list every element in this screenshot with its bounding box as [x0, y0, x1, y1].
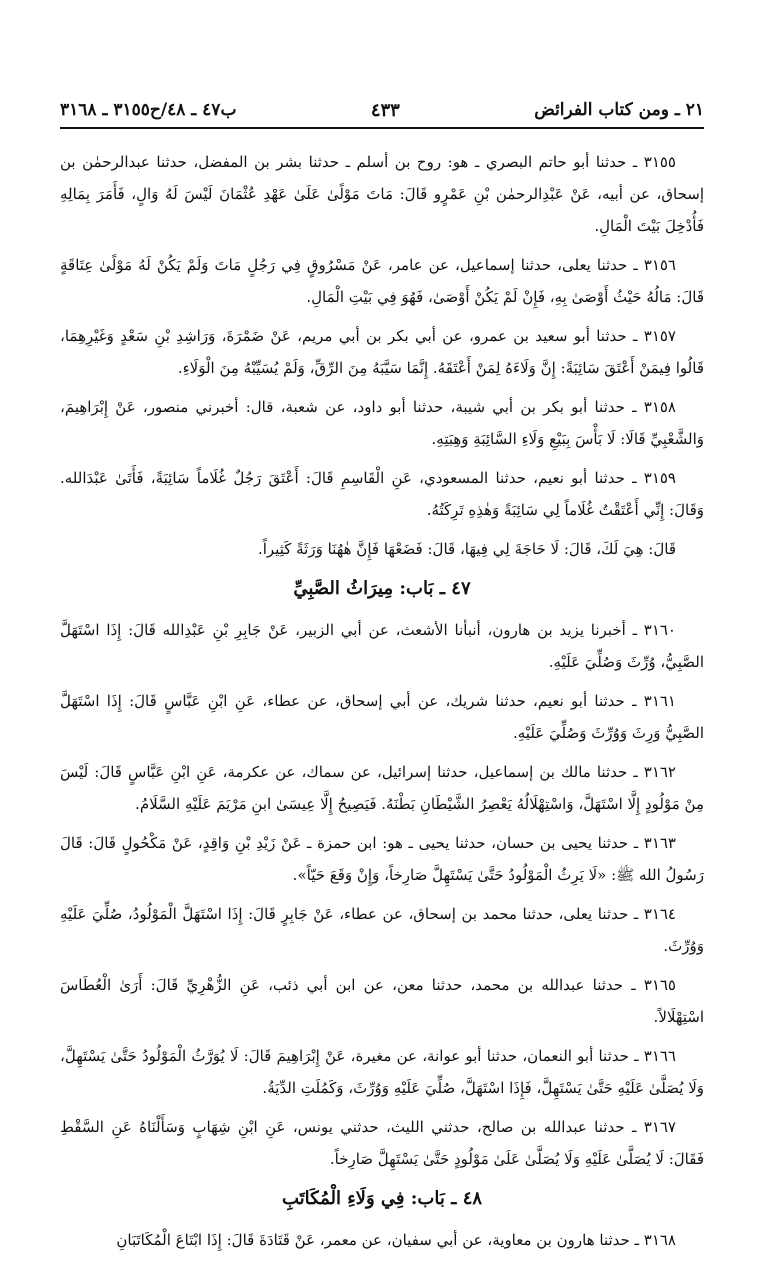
hadith-3162: ٣١٦٢ ـ حدثنا مالك بن إسماعيل، حدثنا إسرائيل، عن سماك، عن عكرمة، عَنِ ابْنِ عَبَّاسٍ قَالَ: لَيْسَ مِنْ مَوْلُودٍ إِلَّا اسْتَهَلَّ، وَاسْتِهْلَالُهُ يَعْصِرُ الشَّيْطَانِ بَطْنَهُ. فَيَصِيحُ إِلَّا عِيسَىٰ ابنِ مَرْيَمَ عَلَيْهِ السَّلَامُ. [60, 763, 704, 813]
chapter-heading-48: ٤٨ ـ بَاب: فِي وَلَاءِ الْمُكَاتَبِ [281, 1188, 483, 1209]
page-header [60, 96, 704, 124]
hadith-3159-continuation: قَالَ: هِيَ لَكَ، قَالَ: لَا حَاجَةَ لِي فِيهَا، قَالَ: فَضَعْهَا فَإِنَّ هٰهُنَا وَرَثَةً كَثِيراً. [257, 540, 676, 558]
hadith-3159: ٣١٥٩ ـ حدثنا أبو نعيم، حدثنا المسعودي، عَنِ الْقَاسِمِ قَالَ: أَعْتَقَ رَجُلٌ غُلَاماً سَائِبَةً، فَأَتَىٰ عَبْدَالله. وَقَالَ: إِنِّي أَعْتَقْتُ غُلَاماً لِي سَائِبَةً وَهٰذِهِ تَرِكَتُهُ. [60, 469, 704, 519]
hadith-3161: ٣١٦١ ـ حدثنا أبو نعيم، حدثنا شريك، عن أبي إسحاق، عن عطاء، عَنِ ابْنِ عَبَّاسٍ قَالَ: إِذَا اسْتَهَلَّ الصَّبِيُّ وَرِثَ وَوُرِّثَ وَصُلِّيَ عَلَيْهِ. [60, 692, 704, 742]
header-title: ٢١ ـ ومن كتاب الفرائض [534, 100, 704, 120]
page-number: ٤٣٣ [370, 99, 400, 121]
hadith-3165: ٣١٦٥ ـ حدثنا عبدالله بن محمد، حدثنا معن، عن ابن أبي ذئب، عَنِ الزُّهْرِيِّ قَالَ: أَرَىٰ الْعُطَاسَ اسْتِهْلَالاً. [60, 976, 704, 1026]
header-reference: ب٤٧ ـ ٤٨/ح٣١٥٥ ـ ٣١٦٨ [60, 100, 237, 120]
hadith-3168: ٣١٦٨ ـ حدثنا هارون بن معاوية، عن أبي سفيان، عن معمر، عَنْ قَتَادَةَ قَالَ: إِذَا ابْتَاعَ الْمُكَاتَبَانِ [116, 1231, 676, 1249]
page-body [60, 146, 704, 1263]
hadith-3158: ٣١٥٨ ـ حدثنا أبو بكر بن أبي شيبة، حدثنا أبو داود، عن شعبة، قال: أخبرني منصور، عَنْ إِبْرَاهِيمَ، وَالشَّعْبِيِّ قَالَا: لَا بَأْسَ بِبَيْعِ وَلَاءِ السَّائِبَةِ وَهِبَتِهِ. [60, 398, 704, 448]
hadith-3166: ٣١٦٦ ـ حدثنا أبو النعمان، حدثنا أبو عوانة، عن مغيرة، عَنْ إِبْرَاهِيمَ قَالَ: لَا يُوَرَّثُ الْمَوْلُودُ حَتَّىٰ يَسْتَهِلَّ، وَلَا يُصَلَّىٰ عَلَيْهِ حَتَّىٰ يَسْتَهِلَّ، فَإِذَا اسْتَهَلَّ، صُلِّيَ عَلَيْهِ وَوُرِّثَ، وَكَمُلَتِ الدِّيَةُ. [60, 1047, 704, 1097]
hadith-3164: ٣١٦٤ ـ حدثنا يعلى، حدثنا محمد بن إسحاق، عن عطاء، عَنْ جَابِرٍ قَالَ: إِذَا اسْتَهَلَّ الْمَوْلُودُ، صُلِّيَ عَلَيْهِ وَوُرِّثَ. [60, 905, 704, 955]
hadith-3163: ٣١٦٣ ـ حدثنا يحيى بن حسان، حدثنا يحيى ـ هو: ابن حمزة ـ عَنْ زَيْدِ بْنِ وَاقِدٍ، عَنْ مَكْحُولٍ قَالَ: قَالَ رَسُولُ الله ﷺ: «لَا يَرِثُ الْمَوْلُودُ حَتَّىٰ يَسْتَهِلَّ صَارِخاً، وَإِنْ وَقَعَ حَيّاً». [60, 834, 704, 884]
hadith-3160: ٣١٦٠ ـ أخبرنا يزيد بن هارون، أنبأنا الأشعث، عن أبي الزبير، عَنْ جَابِرِ بْنِ عَبْدِالله قَالَ: إِذَا اسْتَهَلَّ الصَّبِيُّ، وُرِّثَ وَصُلِّيَ عَلَيْهِ. [60, 621, 704, 671]
hadith-3155: ٣١٥٥ ـ حدثنا أبو حاتم البصري ـ هو: روح بن أسلم ـ حدثنا بشر بن المفضل، حدثنا عبدالرحمٰن بن إسحاق، عن أبيه، عَنْ عَبْدِالرحمٰن بْنِ عَمْرٍو قَالَ: مَاتَ مَوْلًىٰ عَلَىٰ عَهْدِ عُثْمَانَ لَيْسَ لَهُ وَالٍ، فَأَمَرَ بِمَالِهِ فَأُدْخِلَ بَيْتَ الْمَالِ. [60, 153, 704, 235]
hadith-3167: ٣١٦٧ ـ حدثنا عبدالله بن صالح، حدثني الليث، حدثني يونس، عَنِ ابْنِ شِهَابٍ وَسَأَلْنَاهُ عَنِ السَّقْطِ فَقَالَ: لَا يُصَلَّىٰ عَلَيْهِ وَلَا يُصَلَّىٰ عَلَىٰ مَوْلُودٍ حَتَّىٰ يَسْتَهِلَّ صَارِخاً. [60, 1118, 704, 1168]
hadith-3157: ٣١٥٧ ـ حدثنا أبو سعيد بن عمرو، عن أبي بكر بن أبي مريم، عَنْ ضَمْرَةَ، وَرَاشِدِ بْنِ سَعْدٍ وَغَيْرِهِمَا، قَالُوا فِيمَنْ أَعْتَقَ سَائِبَةً: إِنَّ وَلَاءَهُ لِمَنْ أَعْتَقَهُ. إِنَّمَا سَيَّبَهُ مِنَ الرِّقِّ، وَلَمْ يُسَيِّبْهُ مِنَ الْوَلَاءِ. [60, 327, 704, 377]
hadith-3156: ٣١٥٦ ـ حدثنا يعلى، حدثنا إسماعيل، عن عامر، عَنْ مَسْرُوقٍ فِي رَجُلٍ مَاتَ وَلَمْ يَكُنْ لَهُ مَوْلًىٰ عِتَاقَةٍ قَالَ: مَالُهُ حَيْثُ أَوْصَىٰ بِهِ، فَإِنْ لَمْ يَكُنْ أَوْصَىٰ، فَهُوَ فِي بَيْتِ الْمَالِ. [60, 256, 704, 306]
header-divider [60, 127, 704, 129]
chapter-heading-47: ٤٧ ـ بَاب: مِيرَاثُ الصَّبِيِّ [293, 578, 471, 599]
